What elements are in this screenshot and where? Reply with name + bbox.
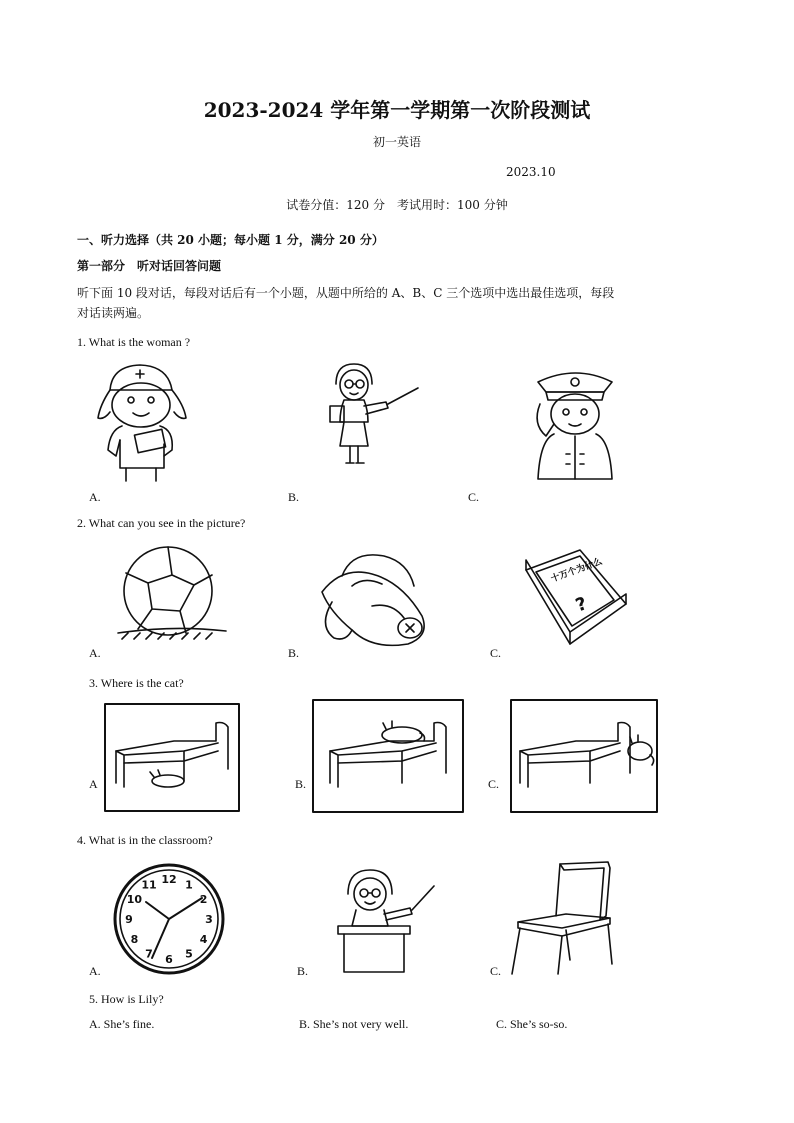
- question-5: 5. How is Lily?: [89, 992, 164, 1006]
- q2-option-b[interactable]: B.: [288, 646, 300, 660]
- subject-label: 初一英语: [372, 135, 421, 149]
- section-heading: 一、听力选择（共 20 小题；每小题 1 分，满分 20 分）: [77, 233, 384, 247]
- instructions-line-2: 对话读两遍。: [77, 306, 150, 320]
- clock-picture: [112, 862, 226, 976]
- question-3: 3. Where is the cat?: [89, 676, 184, 690]
- q5-option-a[interactable]: A. She’s fine.: [89, 1017, 155, 1031]
- page-title: 2023-2024 学年第一学期第一次阶段测试: [203, 98, 591, 122]
- part-title: 第一部分 听对话回答问题: [77, 259, 222, 273]
- instructions-line-1: 听下面 10 段对话，每段对话后有一个小题，从题中所给的 A、B、C 三个选项中选出最佳选项，每段: [77, 286, 615, 300]
- q2-option-a[interactable]: A.: [89, 646, 101, 660]
- question-1: 1. What is the woman ?: [77, 335, 191, 349]
- policeman-picture: [532, 364, 618, 480]
- q5-option-c[interactable]: C. She’s so-so.: [496, 1017, 568, 1031]
- book-cover-title: 十万个为什么: [549, 556, 604, 585]
- cat-behind-bed-picture: [510, 699, 658, 813]
- question-2: 2. What can you see in the picture?: [77, 516, 246, 530]
- svg-text:?: ?: [572, 593, 590, 617]
- clock-number: 1: [185, 878, 193, 892]
- clock-number: 11: [141, 878, 157, 892]
- clock-number: 9: [125, 913, 133, 926]
- clock-number: 12: [161, 873, 177, 886]
- clock-number: 8: [130, 933, 139, 946]
- q2-option-c[interactable]: C.: [490, 646, 502, 660]
- nurse-picture: [92, 360, 192, 482]
- q4-option-b[interactable]: B.: [297, 964, 309, 978]
- q3-option-c[interactable]: C.: [488, 777, 500, 791]
- q3-option-b[interactable]: B.: [295, 777, 307, 791]
- exam-info: 试卷分值：120 分 考试用时：100 分钟: [286, 198, 508, 212]
- q3-option-a[interactable]: A: [89, 777, 98, 791]
- q4-option-a[interactable]: A.: [89, 964, 101, 978]
- exam-date: 2023.10: [506, 165, 556, 179]
- clock-number: 5: [185, 947, 193, 961]
- clock-number: 3: [205, 913, 213, 926]
- cat-under-bed-picture: [104, 703, 240, 813]
- q5-option-b[interactable]: B. She’s not very well.: [299, 1017, 409, 1031]
- cat-on-bed-picture: [312, 699, 464, 813]
- schoolbag-picture: [312, 546, 442, 650]
- book-picture: [522, 548, 632, 648]
- q4-option-c[interactable]: C.: [490, 964, 502, 978]
- q1-option-c[interactable]: C.: [468, 490, 480, 504]
- question-4: 4. What is in the classroom?: [77, 833, 213, 847]
- clock-number: 7: [145, 947, 153, 961]
- q1-option-a[interactable]: A.: [89, 490, 101, 504]
- chair-picture: [510, 860, 616, 976]
- clock-number: 2: [199, 893, 208, 906]
- soccer-ball-picture: [114, 545, 230, 645]
- clock-number: 6: [165, 953, 173, 966]
- teacher-desk-picture: [336, 864, 440, 974]
- clock-number: 4: [199, 933, 208, 946]
- q1-option-b[interactable]: B.: [288, 490, 300, 504]
- teacher-picture: [330, 362, 420, 466]
- clock-number: 10: [126, 893, 143, 906]
